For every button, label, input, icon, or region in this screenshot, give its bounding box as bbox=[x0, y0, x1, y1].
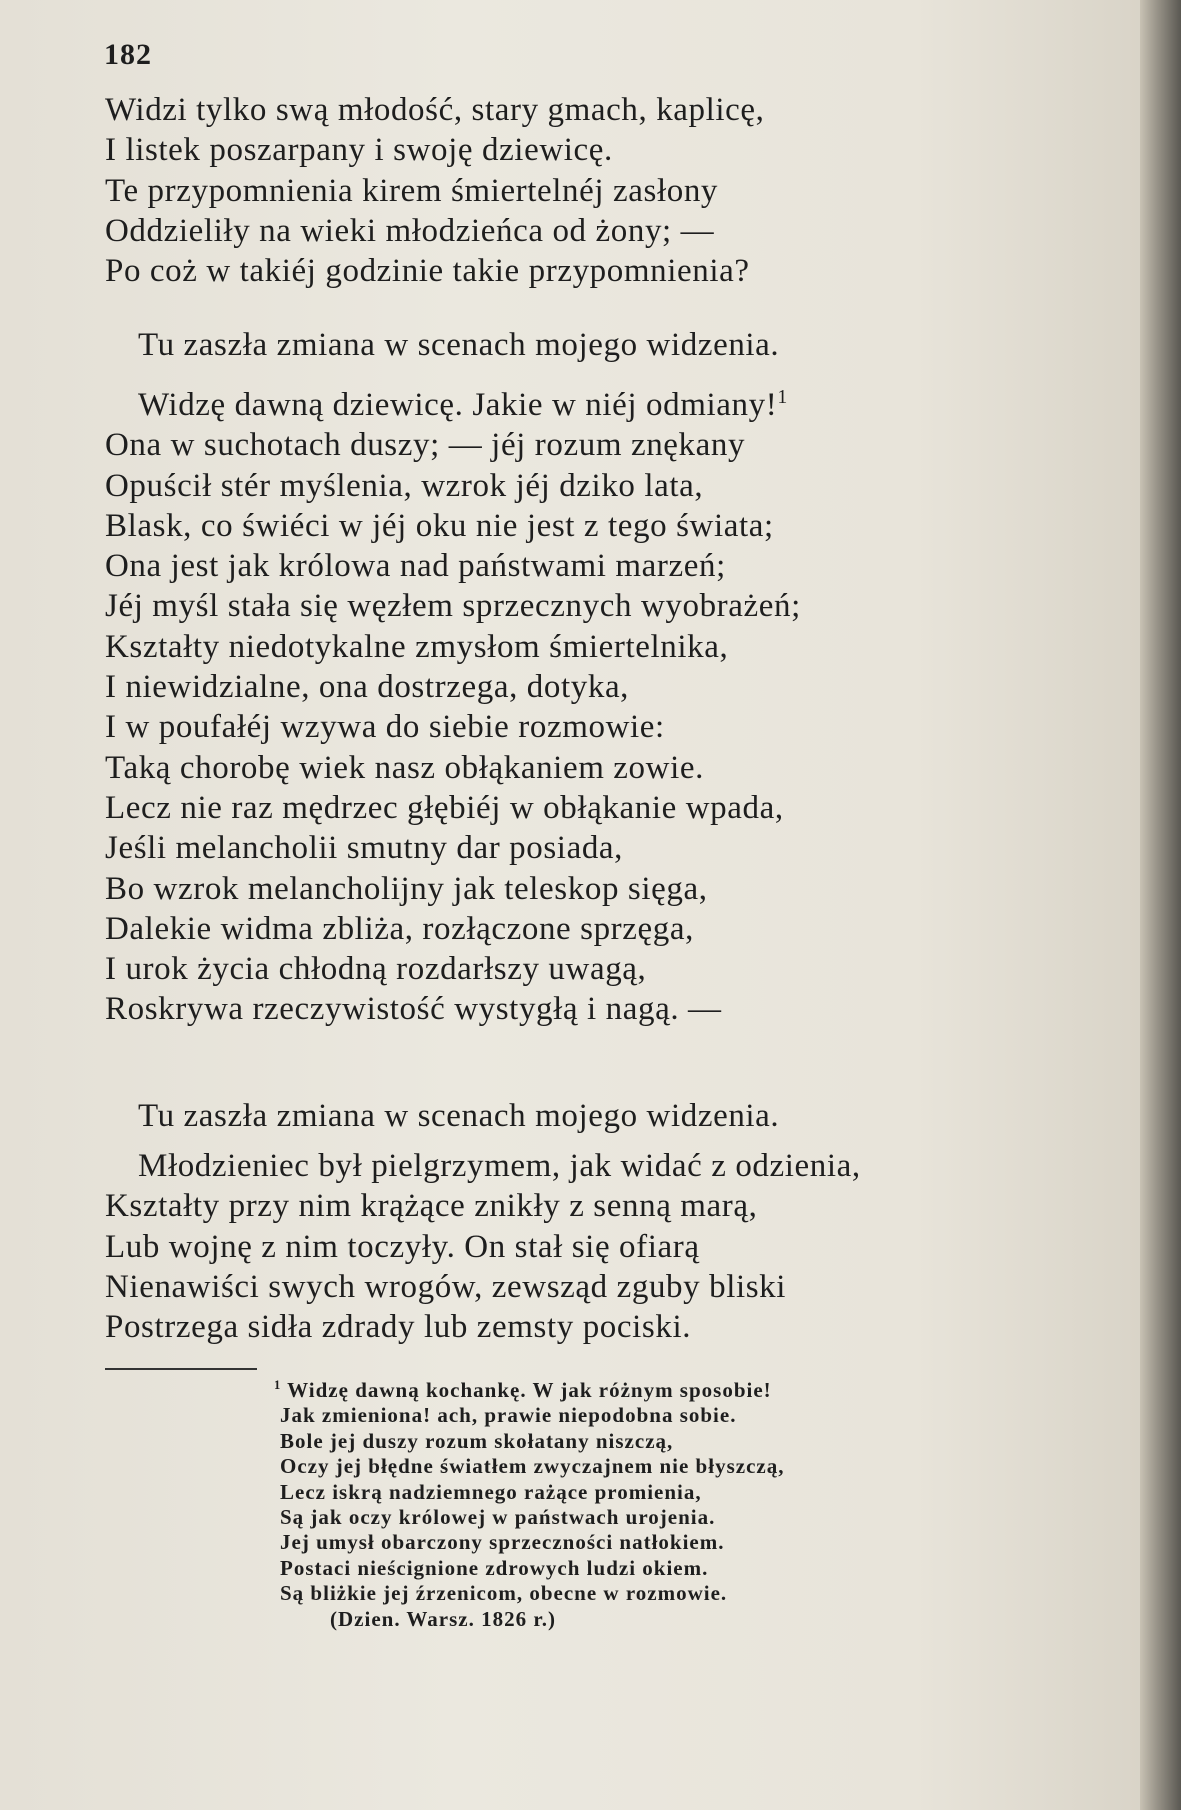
verse-line: I w poufałéj wzywa do siebie rozmowie: bbox=[105, 709, 665, 746]
verse-line-text: Widzę dawną dziewicę. Jakie w niéj odmiany! bbox=[138, 387, 778, 423]
verse-line: Ona jest jak królowa nad państwami marzeń; bbox=[105, 548, 726, 585]
verse-line: Po coż w takiéj godzinie takie przypomnienia? bbox=[105, 253, 750, 290]
verse-line-refrain: Tu zaszła zmiana w scenach mojego widzenia. bbox=[138, 1098, 780, 1134]
page-number: 182 bbox=[104, 38, 152, 71]
footnote bbox=[274, 1378, 785, 1632]
verse-line: Oddzieliły na wieki młodzieńca od żony; — bbox=[105, 212, 715, 249]
verse-line: Te przypomnienia kirem śmiertelnéj zasłony bbox=[105, 172, 719, 209]
footnote-line: Są jak oczy królowej w państwach urojenia. bbox=[280, 1504, 716, 1529]
verse-line: Nienawiści swych wrogów, zewsząd zguby bliski bbox=[105, 1268, 787, 1305]
verse-line-with-footnote bbox=[105, 385, 801, 425]
verse-line: Blask, co świéci w jéj oku nie jest z tego świata; bbox=[105, 507, 774, 544]
verse-line: Kształty niedotykalne zmysłom śmiertelnika, bbox=[105, 628, 729, 665]
footnote-line: Oczy jej błędne światłem zwyczajnem nie błyszczą, bbox=[280, 1454, 785, 1479]
verse-line: Ona w suchotach duszy; — jéj rozum znękany bbox=[105, 427, 746, 464]
footnote-line: Bole jej duszy rozum skołatany niszczą, bbox=[280, 1428, 674, 1453]
stanza-3 bbox=[105, 385, 801, 1030]
verse-line: Widzi tylko swą młodość, stary gmach, kaplicę, bbox=[105, 92, 765, 128]
verse-line: Roskrywa rzeczywistość wystygłą i nagą. — bbox=[105, 991, 722, 1028]
stanza-5 bbox=[105, 1146, 861, 1347]
verse-line: Jeśli melancholii smutny dar posiada, bbox=[105, 830, 624, 867]
footnote-line: Jak zmieniona! ach, prawie niepodobna sobie. bbox=[280, 1403, 737, 1428]
verse-line: Taką chorobę wiek nasz obłąkaniem zowie. bbox=[105, 749, 704, 786]
verse-line: Dalekie widma zbliża, rozłączone sprzęga, bbox=[105, 910, 694, 947]
verse-line-refrain: Tu zaszła zmiana w scenach mojego widzenia. bbox=[138, 327, 780, 363]
footnote-line: Lecz iskrą nadziemnego rażące promienia, bbox=[280, 1479, 702, 1504]
stanza-4 bbox=[105, 1096, 779, 1136]
verse-line: Bo wzrok melancholijny jak teleskop sięga, bbox=[105, 870, 708, 907]
footnote-line: Postaci nieścignione zdrowych ludzi okiem. bbox=[280, 1555, 709, 1580]
footnote-source: (Dzien. Warsz. 1826 r.) bbox=[330, 1606, 556, 1631]
verse-line: Jéj myśl stała się węzłem sprzecznych wyobrażeń; bbox=[105, 588, 801, 625]
book-spine-shadow bbox=[1140, 0, 1181, 1810]
footnote-number: 1 bbox=[274, 1378, 282, 1392]
footnote-line: Są bliżkie jej źrzenicom, obecne w rozmowie. bbox=[280, 1581, 728, 1606]
verse-line: I niewidzialne, ona dostrzega, dotyka, bbox=[105, 669, 630, 706]
verse-line: Postrzega sidła zdrady lub zemsty pociski. bbox=[105, 1309, 692, 1346]
footnote-divider bbox=[105, 1368, 257, 1370]
verse-line: Opuścił stér myślenia, wzrok jéj dziko lata, bbox=[105, 467, 704, 504]
footnote-line-text: Widzę dawną kochankę. W jak różnym sposobie! bbox=[287, 1378, 772, 1402]
stanza-1 bbox=[105, 90, 765, 291]
verse-line: I listek poszarpany i swoję dziewicę. bbox=[105, 132, 613, 169]
verse-line: Lub wojnę z nim toczyły. On stał się ofiarą bbox=[105, 1228, 700, 1265]
footnote-marker: 1 bbox=[777, 386, 788, 408]
verse-line: Kształty przy nim krążące znikły z senną marą, bbox=[105, 1188, 758, 1225]
footnote-line bbox=[274, 1378, 778, 1403]
footnote-line: Jej umysł obarczony sprzeczności natłokiem. bbox=[280, 1530, 725, 1555]
verse-line: I urok życia chłodną rozdarłszy uwagą, bbox=[105, 951, 647, 988]
verse-line: Lecz nie raz mędrzec głębiéj w obłąkanie wpada, bbox=[105, 789, 784, 826]
stanza-2 bbox=[105, 325, 779, 365]
verse-line: Młodzieniec był pielgrzymem, jak widać z odzienia, bbox=[138, 1148, 861, 1184]
